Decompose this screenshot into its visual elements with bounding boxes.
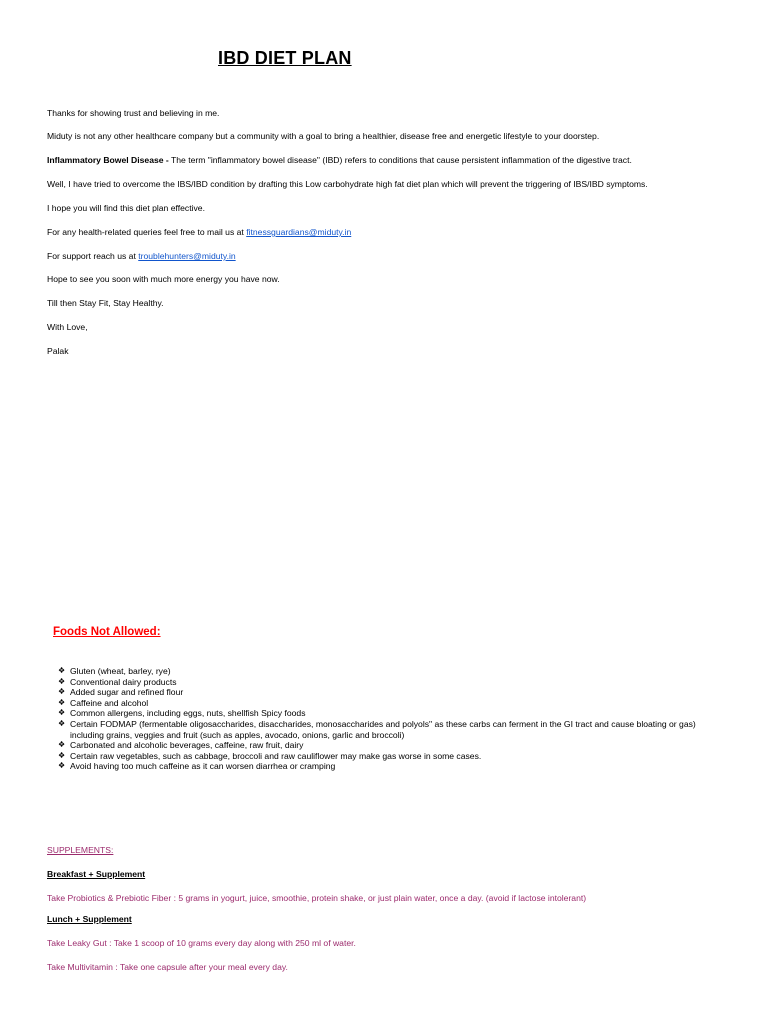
diamond-bullet-icon: ❖ <box>58 666 66 675</box>
diamond-bullet-icon: ❖ <box>58 761 66 771</box>
diamond-bullet-icon: ❖ <box>58 708 66 718</box>
ibd-term: Inflammatory Bowel Disease - <box>47 155 169 165</box>
diamond-bullet-icon: ❖ <box>58 740 66 750</box>
list-item-text: Gluten (wheat, barley, rye) <box>70 666 171 676</box>
list-item <box>58 698 718 709</box>
ibd-definition-paragraph <box>47 155 632 166</box>
list-item-text: Conventional dairy products <box>70 676 177 687</box>
queries-paragraph <box>47 227 351 238</box>
list-item-text: Added sugar and refined flour <box>70 687 184 698</box>
diamond-bullet-icon: ❖ <box>58 750 66 760</box>
lunch-supplement-heading: Lunch + Supplement <box>47 914 132 924</box>
list-item <box>58 751 718 762</box>
supplements-heading: SUPPLEMENTS: <box>47 845 114 855</box>
list-item <box>58 666 718 677</box>
list-item <box>58 677 718 688</box>
breakfast-supplement-heading: Breakfast + Supplement <box>47 869 146 879</box>
queries-text: For any health-related queries feel free to mail us at <box>47 227 247 237</box>
list-item-text: Avoid having too much caffeine as it can worsen diarrhea or cramping <box>70 761 336 772</box>
leaky-gut-text: Take Leaky Gut : Take 1 scoop of 10 grams every day along with 250 ml of water. <box>47 938 356 948</box>
foods-not-allowed-list <box>58 666 718 772</box>
ibd-description: The term "inflammatory bowel disease" (IBD) refers to conditions that cause persistent inflammation of the digestive tract. <box>168 155 632 165</box>
diamond-bullet-icon: ❖ <box>58 718 66 728</box>
see-soon-paragraph: Hope to see you soon with much more energy you have now. <box>47 274 280 284</box>
list-item-text: Caffeine and alcohol <box>70 697 149 708</box>
hope-effective-paragraph: I hope you will find this diet plan effective. <box>47 203 205 213</box>
stay-fit-paragraph: Till then Stay Fit, Stay Healthy. <box>47 298 164 308</box>
multivitamin-text: Take Multivitamin : Take one capsule after your meal every day. <box>47 962 288 972</box>
support-text: For support reach us at <box>47 251 139 261</box>
list-item <box>58 708 718 719</box>
diamond-bullet-icon: ❖ <box>58 697 66 707</box>
diamond-bullet-icon: ❖ <box>58 687 66 697</box>
thanks-paragraph: Thanks for showing trust and believing in me. <box>47 108 220 118</box>
miduty-paragraph: Miduty is not any other healthcare company but a community with a goal to bring a healthier, disease free and energetic lifestyle to your doorstep. <box>47 131 600 141</box>
list-item-text: Common allergens, including eggs, nuts, shellfish Spicy foods <box>70 708 306 719</box>
list-item <box>58 740 718 751</box>
list-item <box>58 761 718 772</box>
list-item-text: Carbonated and alcoholic beverages, caffeine, raw fruit, dairy <box>70 740 304 751</box>
breakfast-supplement-text: Take Probiotics & Prebiotic Fiber : 5 grams in yogurt, juice, smoothie, protein shake, or just plain water, once a day. (avoid if lactose intolerant) <box>47 893 587 903</box>
queries-email-link[interactable]: fitnessguardians@miduty.in <box>246 227 352 237</box>
foods-not-allowed-heading: Foods Not Allowed: <box>53 626 161 638</box>
document-title: IBD DIET PLAN <box>218 48 352 68</box>
list-item <box>58 687 718 698</box>
overcome-paragraph: Well, I have tried to overcome the IBS/IBD condition by drafting this Low carbohydrate high fat diet plan which will prevent the triggering of IBS/IBD symptoms. <box>47 179 648 189</box>
list-item <box>58 719 718 740</box>
signature: Palak <box>47 346 69 356</box>
support-paragraph <box>47 251 236 262</box>
diamond-bullet-icon: ❖ <box>58 676 66 686</box>
list-item-continuation: including grains, veggies and fruit (such as apples, avocado, onions, garlic and broccoli) <box>70 729 405 740</box>
list-item-text: Certain FODMAP (fermentable oligosaccharides, disaccharides, monosaccharides and polyols" as these carbs can ferment in the GI tract and cause bloating or gas) <box>70 718 696 729</box>
list-item-text: Certain raw vegetables, such as cabbage, broccoli and raw cauliflower may make gas worse in some cases. <box>70 750 482 761</box>
with-love-line: With Love, <box>47 322 88 332</box>
support-email-link[interactable]: troublehunters@miduty.in <box>138 251 236 261</box>
